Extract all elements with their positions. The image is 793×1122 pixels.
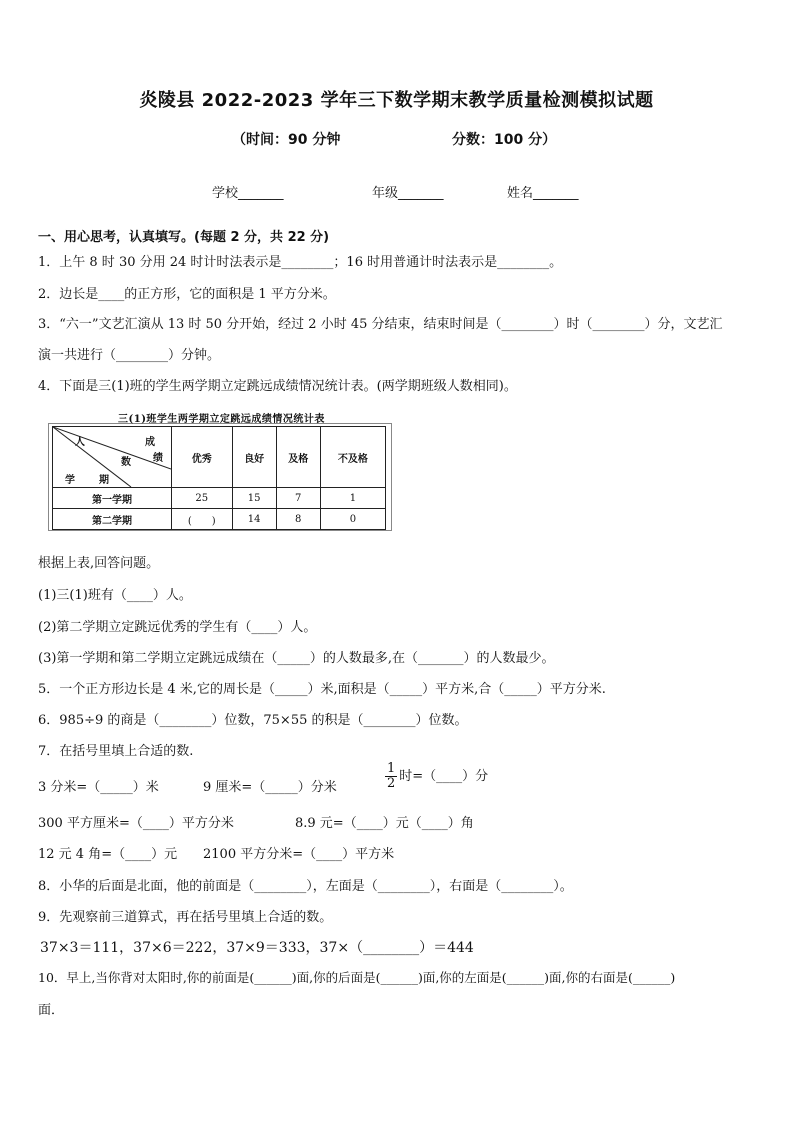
table-row [53,488,386,509]
corner-label-cheng: 成 [145,437,155,448]
question-6: 6．985÷9 的商是（________）位数，75×55 的积是（________）位数。 [38,713,468,728]
col-header-good: 良好 [232,427,276,488]
question-4-3: (3)第一学期和第二学期立定跳远成绩在（_____）的人数最多,在（_______）的人数最少。 [38,651,555,666]
col-header-fail: 不及格 [320,427,385,488]
table-corner-cell [53,427,172,488]
table-cell: 25 [172,488,233,509]
corner-label-qi: 期 [99,475,109,486]
table-row [53,509,386,530]
question-9: 9．先观察前三道算式，再在括号里填上合适的数。 [38,910,333,925]
page-title: 炎陵县 2022-2023 学年三下数学期末教学质量检测模拟试题 [139,90,654,111]
table-cell: 1 [320,488,385,509]
question-8: 8．小华的后面是北面，他的前面是（________），左面是（________），右面是（________）。 [38,879,573,894]
stats-table [52,426,386,530]
question-4-1: (1)三(1)班有（____）人。 [38,588,192,603]
question-7g: 2100 平方分米=（____）平方米 [203,847,395,862]
table-cell: ( ) [172,509,233,530]
question-4-2: (2)第二学期立定跳远优秀的学生有（____）人。 [38,620,317,635]
exam-time: （时间：90 分钟 [232,132,341,148]
question-7d: 300 平方厘米=（____）平方分米 [38,816,234,831]
corner-label-ren: 人 [75,437,85,448]
fraction-half: $\frac{1}{2}$ [387,761,396,791]
question-7a: 3 分米=（_____）米 [38,780,159,795]
table-cell: 0 [320,509,385,530]
table-cell: 14 [232,509,276,530]
exam-score: 分数：100 分） [452,132,557,148]
table-cell: 7 [276,488,320,509]
section-heading: 一、用心思考，认真填写。(每题 2 分，共 22 分) [38,230,330,245]
row-term: 第二学期 [53,509,172,530]
question-5: 5．一个正方形边长是 4 米,它的周长是（_____）米,面积是（_____）平方米,合（_____）平方分米. [38,682,606,697]
corner-label-xue: 学 [65,475,75,486]
table-cell: 8 [276,509,320,530]
row-term: 第一学期 [53,488,172,509]
question-7b: 9 厘米=（_____）分米 [203,780,337,795]
question-7: 7．在括号里填上合适的数. [38,744,194,759]
question-7e: 8.9 元=（____）元（____）角 [295,816,474,831]
table-cell: 15 [232,488,276,509]
question-9-equations: 37×3＝111，37×6＝222，37×9＝333，37×（________）＝444 [40,940,474,956]
question-4: 4．下面是三(1)班的学生两学期立定跳远成绩情况统计表。(两学期班级人数相同)。 [38,379,517,394]
name-field: 姓名_______ [507,186,579,201]
col-header-pass: 及格 [276,427,320,488]
question-7f: 12 元 4 角=（____）元 [38,847,178,862]
question-7c: $\frac{1}{2}$ 时=（____）分 [387,761,489,791]
question-10-line2: 面． [38,1003,65,1018]
school-field: 学校_______ [212,186,284,201]
grade-field: 年级_______ [372,186,444,201]
question-4-prompt: 根据上表,回答问题。 [38,556,160,571]
corner-label-ji: 绩 [153,453,163,464]
question-1: 1．上午 8 时 30 分用 24 时计时法表示是________；16 时用普通计时法表示是________。 [38,255,563,270]
question-3-line1: 3．“六一”文艺汇演从 13 时 50 分开始，经过 2 小时 45 分结束，结束时间是（________）时（________）分，文艺汇 [38,317,723,332]
question-3-line2: 演一共进行（________）分钟。 [38,348,221,363]
col-header-excellent: 优秀 [172,427,233,488]
question-2: 2．边长是____的正方形，它的面积是 1 平方分米。 [38,287,336,302]
table-caption: 三(1)班学生两学期立定跳远成绩情况统计表 [118,414,325,425]
question-10-line1: 10．早上,当你背对太阳时,你的前面是(______)面,你的后面是(______)面,你的左面是(______)面,你的右面是(______) [38,970,676,985]
corner-label-shu: 数 [121,457,131,468]
